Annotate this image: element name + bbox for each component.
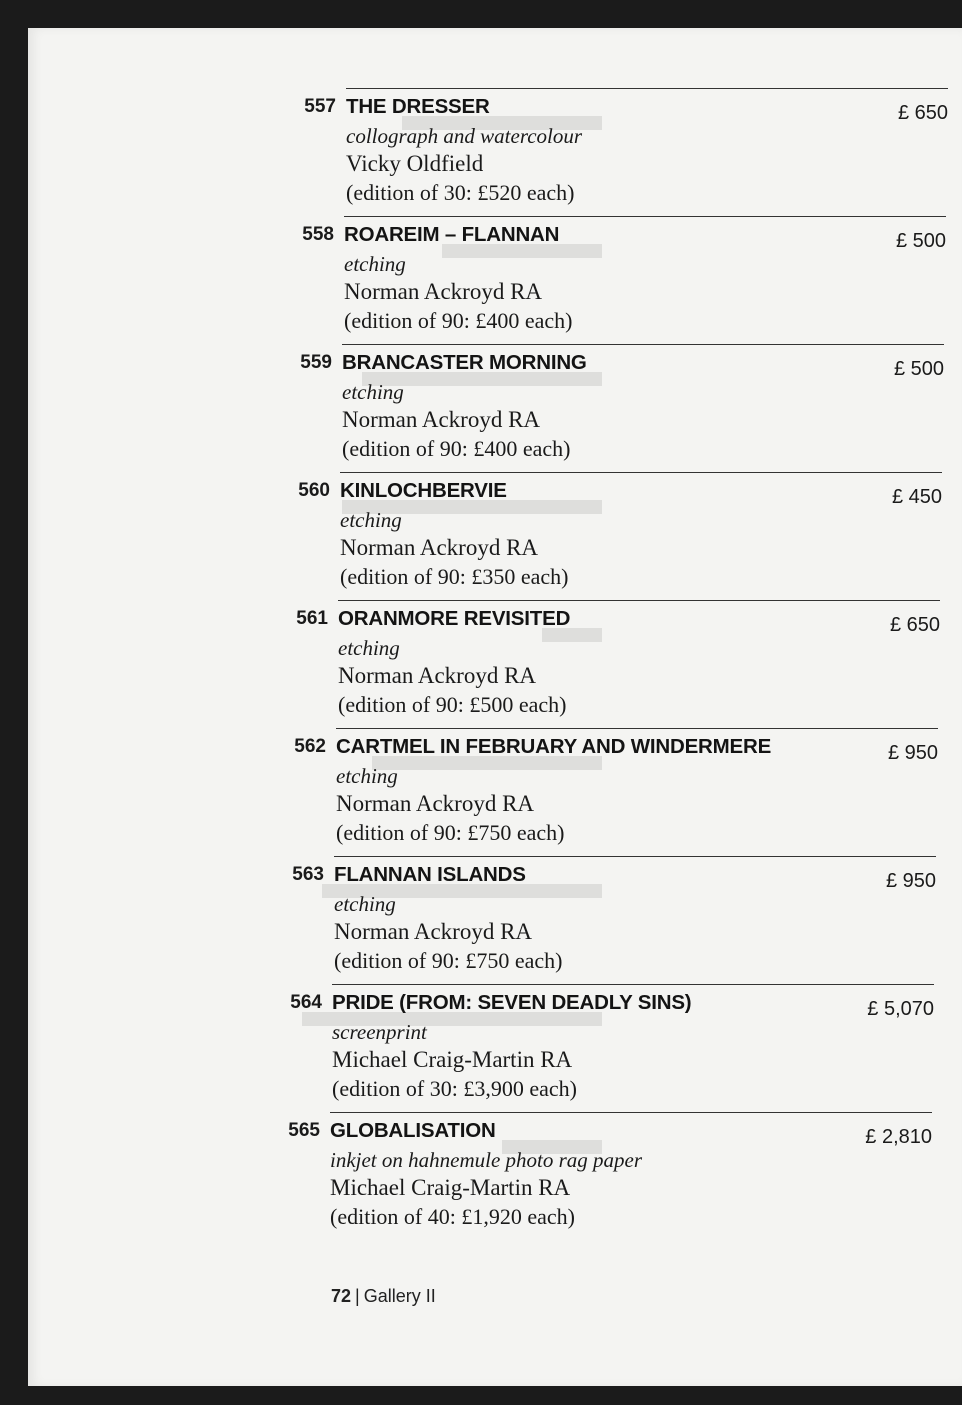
catalogue-entry (28, 1112, 962, 1240)
footer-separator: | (355, 1286, 360, 1306)
entry-artist: Michael Craig-Martin RA (330, 1175, 571, 1200)
entry-edition: (edition of 90: £400 each) (344, 308, 573, 333)
entry-number: 560 (298, 480, 330, 501)
entry-title: CARTMEL IN FEBRUARY AND WINDERMERE (336, 735, 772, 758)
entry-title: THE DRESSER (346, 95, 490, 118)
entry-artist: Norman Ackroyd RA (334, 919, 533, 944)
entry-title: PRIDE (FROM: SEVEN DEADLY SINS) (332, 991, 692, 1014)
entry-edition: (edition of 30: £520 each) (346, 180, 575, 205)
entry-artist: Vicky Oldfield (346, 151, 484, 176)
entry-number: 565 (288, 1120, 320, 1141)
page-footer (331, 1286, 436, 1307)
entry-title: ORANMORE REVISITED (338, 607, 571, 630)
entry-divider (338, 600, 940, 601)
entry-edition: (edition of 40: £1,920 each) (330, 1204, 575, 1229)
entry-artist: Norman Ackroyd RA (342, 407, 541, 432)
entry-edition: (edition of 90: £750 each) (334, 948, 563, 973)
catalogue-entry (28, 472, 962, 600)
entry-medium: screenprint (332, 1020, 427, 1044)
entry-medium: etching (340, 508, 402, 532)
entry-number: 562 (294, 736, 326, 757)
entry-number: 559 (300, 352, 332, 373)
entry-number: 563 (292, 864, 324, 885)
entry-number: 557 (304, 96, 336, 117)
entry-artist: Norman Ackroyd RA (340, 535, 539, 560)
entry-medium: collograph and watercolour (346, 124, 583, 148)
entry-number: 558 (302, 224, 334, 245)
entry-price: £ 650 (897, 102, 948, 124)
entry-divider (344, 216, 946, 217)
catalogue-entry (28, 728, 962, 856)
entry-number: 561 (296, 608, 328, 629)
entry-divider (332, 984, 934, 985)
entry-divider (336, 728, 938, 729)
entry-medium: etching (344, 252, 406, 276)
entry-divider (330, 1112, 932, 1113)
entry-title: FLANNAN ISLANDS (334, 863, 526, 886)
entry-edition: (edition of 30: £3,900 each) (332, 1076, 577, 1101)
entry-artist: Norman Ackroyd RA (344, 279, 543, 304)
catalogue-entry (28, 984, 962, 1112)
entry-price: £ 950 (887, 742, 938, 764)
entry-medium: etching (334, 892, 396, 916)
entry-price: £ 500 (893, 358, 944, 380)
entry-artist: Michael Craig-Martin RA (332, 1047, 573, 1072)
entry-edition: (edition of 90: £750 each) (336, 820, 565, 845)
entry-title: ROAREIM – FLANNAN (344, 223, 560, 246)
entry-price: £ 950 (885, 870, 936, 892)
entry-divider (346, 88, 948, 89)
entry-divider (334, 856, 936, 857)
entry-price: £ 500 (895, 230, 946, 252)
entry-edition: (edition of 90: £350 each) (340, 564, 569, 589)
entry-medium: inkjet on hahnemule photo rag paper (330, 1148, 643, 1172)
entry-price: £ 2,810 (865, 1126, 932, 1148)
catalogue-entry (28, 856, 962, 984)
catalogue-entry (28, 88, 962, 216)
entry-price: £ 650 (889, 614, 940, 636)
entry-price: £ 5,070 (867, 998, 934, 1020)
entry-edition: (edition of 90: £400 each) (342, 436, 571, 461)
entry-artist: Norman Ackroyd RA (336, 791, 535, 816)
entry-title: KINLOCHBERVIE (340, 479, 507, 502)
catalogue-entry (28, 216, 962, 344)
entry-title: BRANCASTER MORNING (342, 351, 587, 374)
catalogue-page (28, 28, 962, 1386)
entry-number: 564 (290, 992, 322, 1013)
entry-medium: etching (338, 636, 400, 660)
section-name: Gallery II (363, 1286, 436, 1306)
entry-medium: etching (342, 380, 404, 404)
page-number: 72 (331, 1286, 352, 1306)
entry-divider (342, 344, 944, 345)
entry-edition: (edition of 90: £500 each) (338, 692, 567, 717)
entry-artist: Norman Ackroyd RA (338, 663, 537, 688)
entry-title: GLOBALISATION (330, 1119, 496, 1142)
entry-price: £ 450 (891, 486, 942, 508)
catalogue-entry (28, 344, 962, 472)
entry-medium: etching (336, 764, 398, 788)
entry-divider (340, 472, 942, 473)
catalogue-entry (28, 600, 962, 728)
